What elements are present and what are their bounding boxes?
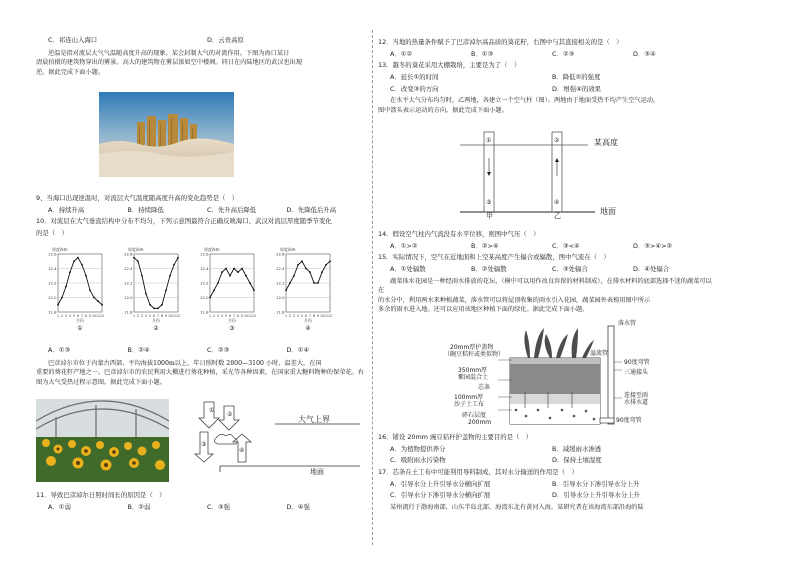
diagram-num-2: ②	[227, 411, 233, 418]
y-tick-label: 12.4	[48, 266, 57, 271]
data-point	[209, 297, 211, 299]
q12-option-d[interactable]: D．③④	[633, 49, 656, 58]
x-tick-label: 8	[312, 314, 316, 318]
x-axis-label: 月份	[152, 318, 160, 323]
data-point	[305, 268, 307, 270]
q10-option-a[interactable]: A．①③	[48, 346, 71, 354]
q11-stem: 11．导致巴彦淖尔日照时间长的原因是（ ）	[36, 491, 166, 499]
x-tick-label: 3	[216, 314, 220, 318]
x-tick-label: 10	[167, 314, 173, 318]
data-point	[225, 268, 227, 270]
data-point	[157, 307, 159, 309]
q9-option-d[interactable]: D．先降低后升高	[286, 205, 337, 214]
y-tick-label: 12.4	[276, 266, 285, 271]
x-tick-label: 10	[91, 314, 97, 318]
x-tick-label: 9	[164, 314, 168, 318]
x-tick-label: 12	[327, 314, 333, 318]
x-axis-label: 月份	[76, 318, 84, 323]
wind-num-4: ④	[554, 199, 560, 206]
q13-options-row2	[378, 85, 714, 94]
questions-16-17	[378, 433, 714, 515]
x-tick-label: 3	[64, 314, 68, 318]
label-tee: 三通接头	[624, 369, 649, 376]
x-tick-label: 9	[240, 314, 244, 318]
data-point	[153, 307, 155, 309]
x-tick-label: 8	[84, 314, 88, 318]
left-column	[36, 36, 366, 80]
data-point	[57, 304, 59, 306]
thickness-chart-3	[194, 242, 258, 332]
y-tick-label: 11.8	[48, 309, 57, 315]
x-tick-label: 7	[156, 314, 160, 318]
data-point	[297, 264, 299, 266]
data-point	[101, 304, 103, 306]
x-tick-label: 2	[212, 314, 216, 318]
q12-option-c[interactable]: C．②③	[552, 49, 575, 58]
y-tick-label: 12.4	[200, 266, 209, 271]
data-point	[145, 293, 147, 295]
y-axis-label: 厚度/km	[280, 247, 296, 252]
prev-question-options	[36, 36, 366, 45]
data-point	[133, 257, 135, 259]
x-tick-label: 11	[171, 314, 177, 318]
q14-option-c[interactable]: C．③<④	[552, 241, 580, 250]
data-point	[217, 282, 219, 284]
q14-option-b[interactable]: B．②>④	[471, 241, 499, 250]
q16-option-c[interactable]: C．吸附雨水污染物	[390, 456, 446, 465]
thickness-chart-1	[42, 242, 106, 332]
ground-label: 地面	[310, 468, 324, 476]
label-connect-1: 连接至雨	[624, 392, 649, 399]
q11-option-c[interactable]: C．③强	[207, 502, 230, 511]
data-point	[93, 297, 95, 299]
q11-option-d[interactable]: D．④强	[286, 502, 310, 511]
series-line	[286, 261, 330, 290]
wind-num-1: ①	[486, 137, 492, 144]
passage-bayannur: 巴彦淖尔市位于内蒙古西部，平均海拔1000m以上，年日照时数 2800—3100 小时，温差大，在国 重要的葵花籽产地之一。巴彦淖尔市的农民利用大棚进行葵花种植，采光等各种因素，在国家重大糖料物种的保荣花。右 图为大气受热过程示意图。据此完成下面小题。	[36, 359, 364, 386]
q16-stem: 16．铺设 20mm 豌豆秸秆护盖物的主要目的是（ ）	[378, 433, 533, 441]
x-tick-label: 4	[220, 314, 224, 318]
x-tick-label: 5	[72, 314, 76, 318]
data-point	[137, 260, 139, 262]
q11-option-b[interactable]: B．②弱	[127, 502, 151, 511]
y-tick-label: 12.2	[48, 280, 57, 286]
q17-options-row1	[378, 480, 714, 489]
q16-option-a[interactable]: A．为植物提供养分	[390, 444, 446, 453]
q14-stem: 14．假设空气柱内气流没有水平位移，则图中气压（ ）	[378, 230, 540, 238]
label-gravel-1: 碎石层度	[462, 412, 487, 419]
q15-options	[378, 265, 714, 274]
y-tick-label: 12.6	[48, 251, 57, 257]
label-mulch-sub: （碗豆秸秆或类似物）	[444, 351, 505, 358]
x-axis-label: 月份	[228, 318, 236, 323]
label-downpipe: 落水管	[618, 320, 637, 327]
y-tick-label: 12.6	[200, 251, 209, 257]
data-point	[241, 268, 243, 270]
upper-atmosphere-label: 大气上界	[298, 415, 330, 424]
q11-option-a[interactable]: A．①弱	[48, 502, 71, 511]
location-jia: 甲	[486, 212, 493, 220]
x-tick-label: 1	[132, 314, 136, 318]
x-tick-label: 8	[160, 314, 164, 318]
q15-option-b[interactable]: B．②处辐散	[471, 264, 507, 273]
rain-garden-diagram	[440, 320, 680, 430]
x-tick-label: 11	[323, 314, 329, 318]
q13-stem: 13．越冬的葵花采用大棚栽培，主要是为了（ ）	[378, 61, 521, 70]
x-tick-label: 9	[316, 314, 320, 318]
wind-num-3: ③	[486, 199, 492, 206]
air-column-diagram	[460, 128, 650, 220]
q9-option-a[interactable]: A．持续升高	[48, 205, 85, 214]
label-mulch: 20mm厚护盖物	[450, 344, 494, 351]
data-point	[317, 282, 319, 284]
data-point	[69, 271, 71, 273]
data-point	[81, 264, 83, 266]
wind-ground-label: 地面	[600, 207, 616, 216]
height-label: 某高度	[594, 138, 618, 147]
wind-num-2: ②	[554, 137, 560, 144]
label-connect-2: 水排水道	[624, 399, 649, 406]
label-elbow-2: 90度弯管	[616, 417, 642, 424]
x-tick-label: 12	[175, 314, 181, 318]
y-tick-label: 11.8	[124, 309, 133, 315]
option-d: D．云贵高原	[207, 36, 244, 44]
q13-option-d[interactable]: D．增强④的效果	[552, 84, 601, 93]
q13-option-a[interactable]: A．延长①的时间	[390, 72, 439, 81]
data-point	[313, 282, 315, 284]
data-point	[309, 271, 311, 273]
y-tick-label: 12.2	[276, 280, 285, 286]
passage-vegetable-rain-garden: 蔬菜体水花园是一种经雨水排放的花坛，（横中可以用作改良容留的材料制成），在排水材料的底部选择不迷的蔬菜可以在 的水分中，利用两水来种植蔬菜，落水管可以将屋顶收集的雨水引入花园，蔬菜园外表植用图中所示 多余的雨水进入地。还可以应用该地区种植下面的绿化。据此完成下面小题。	[378, 277, 712, 314]
q17-option-c[interactable]: C．引导水分下渗引导水分横向扩展	[390, 491, 491, 500]
thickness-chart-4	[270, 242, 334, 332]
q10-stem-line2: 的是（ ）	[36, 228, 68, 237]
x-tick-label: 9	[88, 314, 92, 318]
y-tick-label: 11.8	[200, 309, 209, 315]
label-soil-1: 350mm厚	[458, 367, 488, 374]
diagram-num-4: ④	[239, 447, 245, 454]
x-tick-label: 6	[76, 314, 80, 318]
q15-option-a[interactable]: A．①处辐散	[390, 264, 426, 273]
x-tick-label: 11	[95, 314, 101, 318]
q13-options-row1	[378, 73, 714, 82]
q16-options-row1	[378, 445, 714, 454]
q16-option-b[interactable]: B．减缓雨水渗透	[552, 444, 602, 453]
x-tick-label: 10	[243, 314, 249, 318]
x-tick-label: 4	[144, 314, 148, 318]
q13-option-b[interactable]: B．降低②的强度	[552, 72, 601, 81]
data-point	[97, 300, 99, 302]
q10-stem-line1: 10．对流层在大气垂直结构中分布不均匀，下列示意图最符合正确反映海口、武汉对流层厚度随季节变化	[36, 217, 332, 226]
thickness-chart-2	[118, 242, 182, 332]
x-tick-label: 6	[152, 314, 156, 318]
q10-options	[36, 346, 366, 355]
data-point	[73, 260, 75, 262]
data-point	[161, 304, 163, 306]
chart-caption: ③	[229, 325, 235, 332]
data-point	[249, 282, 251, 284]
data-point	[213, 289, 215, 291]
label-soil-2: 紫园混合土	[458, 374, 489, 381]
questions-14-15	[378, 230, 714, 318]
q12-stem: 12．当地的热量条件赋予了巴彦淖尔高品质的葵花籽，右图中与其直接相关的是（ ）	[378, 38, 623, 46]
q9-option-c[interactable]: C．先升高后降低	[207, 205, 257, 214]
x-tick-label: 12	[251, 314, 257, 318]
column-divider	[372, 30, 373, 545]
question-11	[36, 491, 366, 514]
x-tick-label: 3	[140, 314, 144, 318]
q14-option-a[interactable]: A．①>②	[390, 241, 418, 250]
data-point	[165, 289, 167, 291]
q10-option-c[interactable]: C．②③	[207, 346, 230, 354]
x-tick-label: 2	[288, 314, 292, 318]
option-c: C．祁连山入海口	[48, 36, 98, 44]
data-point	[233, 268, 235, 270]
data-point	[253, 289, 255, 291]
x-tick-label: 1	[208, 314, 212, 318]
x-tick-label: 6	[228, 314, 232, 318]
data-point	[325, 264, 327, 266]
chart-caption: ①	[77, 325, 83, 332]
series-line	[58, 258, 102, 305]
data-point	[237, 271, 239, 273]
data-point	[89, 289, 91, 291]
data-point	[65, 286, 67, 288]
passage-air-columns: 在水平大气分布均匀时，乙两地，各建立一个空气柱（图）。两地由于地面受热不均产生空气运动。 图中箭头表示运动的方向。据此完成下面小题。	[378, 97, 660, 114]
diagram-num-1: ①	[209, 407, 215, 414]
x-tick-label: 5	[148, 314, 152, 318]
data-point	[245, 275, 247, 277]
q15-option-c[interactable]: C．③处辐合	[552, 264, 588, 273]
y-tick-label: 12.6	[124, 251, 133, 257]
q9-options	[36, 206, 366, 215]
data-point	[293, 275, 295, 277]
q17-stem: 17．芯条在土工布中可能利用导料制成，其对水分输送的作用是（ ）	[378, 467, 578, 476]
atmosphere-heating-diagram	[190, 398, 365, 480]
data-point	[285, 289, 287, 291]
q15-option-d[interactable]: D．④处辐合	[633, 264, 670, 273]
y-tick-label: 12.0	[124, 295, 133, 300]
passage-inversion: 逆温是指对流层大气气温随高度升高的现象。某会封制大气的对流作用。下图为海口某日 清晨拍摄的建筑物穿出的雾景。高大的建筑物在雾层浓如空中楼阁。同日在内陆地区的武汉也出现 逆。据此完成下面小题。	[36, 49, 303, 76]
label-sand-2: 沙子土工布	[454, 401, 485, 408]
x-tick-label: 11	[247, 314, 253, 318]
q10-option-d[interactable]: D．①④	[286, 346, 310, 354]
data-point	[177, 257, 179, 259]
y-tick-label: 12.6	[276, 251, 285, 257]
x-tick-label: 5	[300, 314, 304, 318]
x-tick-label: 7	[80, 314, 84, 318]
diagram-num-3: ③	[201, 441, 207, 448]
q14-options	[378, 242, 714, 251]
q17-option-d[interactable]: D．引导水分上升引导水分上升	[552, 491, 640, 500]
x-tick-label: 7	[308, 314, 312, 318]
q13-option-c[interactable]: C．改变③的方向	[390, 84, 439, 93]
x-axis-label: 月份	[304, 318, 312, 323]
x-tick-label: 2	[136, 314, 140, 318]
q10-option-b[interactable]: B．②④	[127, 346, 150, 354]
q17-options-row2	[378, 491, 714, 500]
x-tick-label: 7	[232, 314, 236, 318]
greenhouse-sunflower-photo	[36, 399, 169, 482]
y-axis-label: 厚度/km	[128, 247, 144, 252]
q17-option-a[interactable]: A．引导水分上升引导水分横向扩展	[390, 479, 491, 488]
q15-stem: 15．实际情况下，空气在近地面和上空某高度产生辐合或辐散，图中气流在（ ）	[378, 253, 610, 262]
data-point	[141, 275, 143, 277]
label-elbow: 90度弯管	[624, 359, 650, 366]
right-column	[378, 38, 714, 118]
q12-options	[378, 50, 714, 59]
data-point	[321, 271, 323, 273]
chart-caption: ②	[153, 325, 159, 332]
y-axis-label: 厚度/km	[204, 247, 220, 252]
label-gravel-2: 200mm	[468, 419, 492, 426]
q17-option-b[interactable]: B．引导水分下渗引导水分上升	[552, 479, 640, 488]
x-tick-label: 8	[236, 314, 240, 318]
x-tick-label: 10	[319, 314, 325, 318]
q16-options-row2	[378, 456, 714, 465]
x-tick-label: 4	[68, 314, 72, 318]
data-point	[301, 260, 303, 262]
label-sand-1: 100mm厚	[454, 394, 484, 401]
data-point	[61, 297, 63, 299]
data-point	[329, 260, 331, 262]
data-point	[289, 282, 291, 284]
location-yi: 乙	[554, 212, 561, 220]
chart-caption: ④	[305, 325, 311, 332]
y-tick-label: 12.0	[200, 295, 209, 300]
question-9	[36, 194, 366, 241]
data-point	[149, 304, 151, 306]
data-point	[173, 264, 175, 266]
label-overflow: 溢流管	[590, 350, 609, 357]
y-tick-label: 12.4	[124, 266, 133, 271]
x-tick-label: 6	[304, 314, 308, 318]
x-tick-label: 1	[56, 314, 60, 318]
passage-bohai: 某州流行于渤海南部，山东半岛北部，海湾东北有黄河入海。某研究者在该海湾东部沿海的陆	[390, 503, 644, 511]
q9-option-b[interactable]: B．持续降低	[127, 205, 164, 214]
x-tick-label: 3	[292, 314, 296, 318]
data-point	[169, 275, 171, 277]
q11-options	[36, 503, 366, 512]
data-point	[221, 271, 223, 273]
fog-city-photo	[99, 92, 234, 177]
q12-option-a[interactable]: A．①②	[390, 49, 413, 58]
y-tick-label: 12.0	[276, 295, 285, 300]
x-tick-label: 1	[284, 314, 288, 318]
q12-option-b[interactable]: B．①③	[471, 49, 494, 58]
data-point	[77, 257, 79, 259]
q16-option-d[interactable]: D．保持土壤湿度	[552, 456, 602, 465]
x-tick-label: 2	[60, 314, 64, 318]
q14-option-d[interactable]: D．③>④>②	[633, 241, 673, 250]
y-tick-label: 12.2	[200, 280, 209, 286]
y-tick-label: 12.0	[48, 295, 57, 300]
x-tick-label: 12	[99, 314, 105, 318]
data-point	[229, 275, 231, 277]
question-10-options-block	[36, 346, 366, 390]
y-tick-label: 11.8	[276, 309, 285, 315]
q9-stem: 9、当海口出现逆温时，对流层大气温度随高度升高的变化趋势是（ ）	[36, 194, 239, 202]
y-axis-label: 厚度/km	[52, 247, 68, 252]
x-tick-label: 5	[224, 314, 228, 318]
data-point	[85, 275, 87, 277]
label-core: 芯条	[478, 384, 491, 391]
y-tick-label: 12.2	[124, 280, 133, 286]
x-tick-label: 4	[296, 314, 300, 318]
